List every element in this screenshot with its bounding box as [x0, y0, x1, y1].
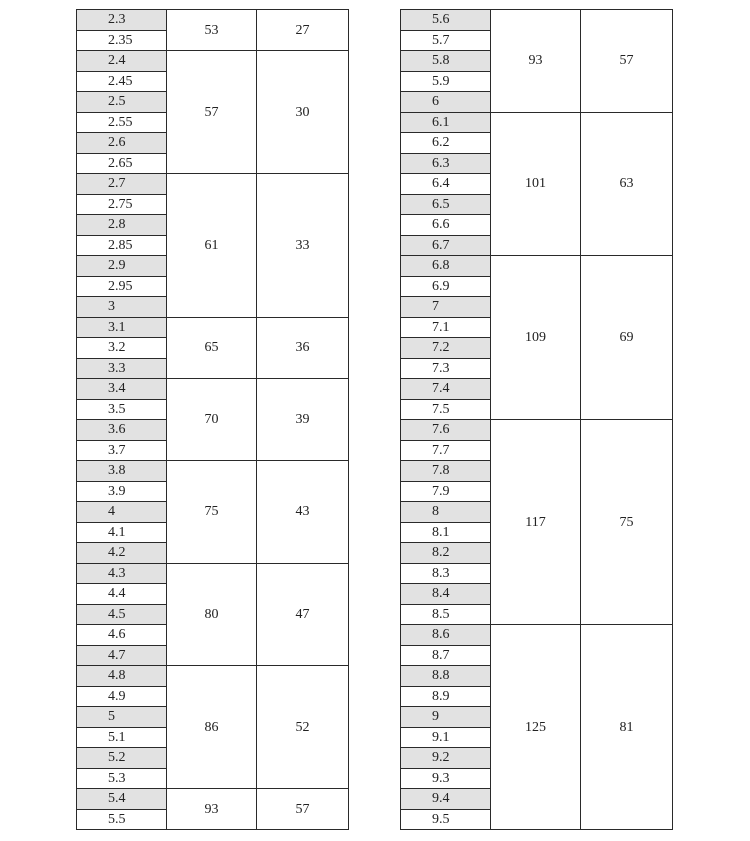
- value-cell: 5.5: [77, 809, 167, 830]
- value-cell: 5.4: [77, 789, 167, 810]
- table-row: [401, 625, 673, 646]
- value-cell: 7.6: [401, 420, 491, 441]
- value-cell: 8.4: [401, 584, 491, 605]
- value-cell: 5.3: [77, 768, 167, 789]
- value-cell: 2.55: [77, 112, 167, 133]
- value-cell: 6.3: [401, 153, 491, 174]
- value-cell: 9: [401, 707, 491, 728]
- value-cell: 9.2: [401, 748, 491, 769]
- value-cell: 3: [77, 297, 167, 318]
- value-cell: 6.1: [401, 112, 491, 133]
- group-col2-cell: 93: [491, 10, 581, 113]
- value-cell: 6.5: [401, 194, 491, 215]
- table-row: [401, 420, 673, 441]
- value-cell: 7.9: [401, 481, 491, 502]
- table-row: [77, 174, 349, 195]
- group-col2-cell: 125: [491, 625, 581, 830]
- group-col3-cell: 43: [257, 461, 349, 564]
- value-cell: 9.1: [401, 727, 491, 748]
- value-cell: 2.3: [77, 10, 167, 31]
- group-col3-cell: 81: [581, 625, 673, 830]
- value-cell: 5.9: [401, 71, 491, 92]
- table-row: [77, 51, 349, 72]
- value-cell: 2.95: [77, 276, 167, 297]
- value-cell: 8.7: [401, 645, 491, 666]
- table-row: [77, 563, 349, 584]
- table-row: [77, 317, 349, 338]
- value-cell: 8.9: [401, 686, 491, 707]
- value-cell: 4.1: [77, 522, 167, 543]
- value-cell: 6.9: [401, 276, 491, 297]
- value-cell: 5.7: [401, 30, 491, 51]
- value-cell: 3.6: [77, 420, 167, 441]
- value-cell: 4.6: [77, 625, 167, 646]
- value-cell: 6: [401, 92, 491, 113]
- value-cell: 7.1: [401, 317, 491, 338]
- table-row: [77, 10, 349, 31]
- group-col2-cell: 53: [167, 10, 257, 51]
- value-cell: 8.2: [401, 543, 491, 564]
- value-cell: 7.4: [401, 379, 491, 400]
- value-cell: 7.8: [401, 461, 491, 482]
- value-cell: 4.9: [77, 686, 167, 707]
- value-cell: 4.3: [77, 563, 167, 584]
- value-cell: 4.5: [77, 604, 167, 625]
- value-cell: 8: [401, 502, 491, 523]
- table-row: [401, 112, 673, 133]
- group-col2-cell: 93: [167, 789, 257, 830]
- value-cell: 9.3: [401, 768, 491, 789]
- value-cell: 9.4: [401, 789, 491, 810]
- group-col2-cell: 57: [167, 51, 257, 174]
- value-cell: 3.3: [77, 358, 167, 379]
- value-cell: 2.6: [77, 133, 167, 154]
- table-row: [401, 256, 673, 277]
- group-col3-cell: 52: [257, 666, 349, 789]
- value-cell: 3.2: [77, 338, 167, 359]
- table-row: [77, 666, 349, 687]
- group-col2-cell: 86: [167, 666, 257, 789]
- value-cell: 7.5: [401, 399, 491, 420]
- value-cell: 5.8: [401, 51, 491, 72]
- value-cell: 6.2: [401, 133, 491, 154]
- value-cell: 4.8: [77, 666, 167, 687]
- value-cell: 7: [401, 297, 491, 318]
- table-row: [401, 10, 673, 31]
- value-cell: 8.1: [401, 522, 491, 543]
- value-cell: 2.75: [77, 194, 167, 215]
- value-cell: 6.7: [401, 235, 491, 256]
- value-cell: 4.4: [77, 584, 167, 605]
- value-cell: 2.85: [77, 235, 167, 256]
- group-col3-cell: 75: [581, 420, 673, 625]
- value-cell: 3.1: [77, 317, 167, 338]
- group-col2-cell: 101: [491, 112, 581, 256]
- value-cell: 2.45: [77, 71, 167, 92]
- value-cell: 8.3: [401, 563, 491, 584]
- group-col3-cell: 39: [257, 379, 349, 461]
- value-cell: 5.2: [77, 748, 167, 769]
- table-row: [77, 789, 349, 810]
- value-cell: 8.8: [401, 666, 491, 687]
- group-col3-cell: 57: [581, 10, 673, 113]
- value-cell: 2.4: [77, 51, 167, 72]
- group-col2-cell: 70: [167, 379, 257, 461]
- right-table-body: [401, 10, 673, 830]
- group-col2-cell: 109: [491, 256, 581, 420]
- group-col3-cell: 47: [257, 563, 349, 666]
- value-cell: 5.6: [401, 10, 491, 31]
- group-col3-cell: 33: [257, 174, 349, 318]
- value-cell: 6.6: [401, 215, 491, 236]
- value-cell: 4.2: [77, 543, 167, 564]
- group-col2-cell: 80: [167, 563, 257, 666]
- group-col3-cell: 30: [257, 51, 349, 174]
- value-cell: 3.7: [77, 440, 167, 461]
- group-col2-cell: 65: [167, 317, 257, 379]
- value-cell: 8.5: [401, 604, 491, 625]
- value-cell: 3.9: [77, 481, 167, 502]
- group-col3-cell: 27: [257, 10, 349, 51]
- left-data-table: [76, 9, 349, 830]
- value-cell: 4: [77, 502, 167, 523]
- left-table-body: [77, 10, 349, 830]
- table-row: [77, 461, 349, 482]
- value-cell: 2.9: [77, 256, 167, 277]
- group-col2-cell: 117: [491, 420, 581, 625]
- group-col3-cell: 36: [257, 317, 349, 379]
- group-col2-cell: 61: [167, 174, 257, 318]
- value-cell: 7.2: [401, 338, 491, 359]
- value-cell: 3.4: [77, 379, 167, 400]
- group-col3-cell: 69: [581, 256, 673, 420]
- value-cell: 3.8: [77, 461, 167, 482]
- value-cell: 5.1: [77, 727, 167, 748]
- value-cell: 3.5: [77, 399, 167, 420]
- value-cell: 2.5: [77, 92, 167, 113]
- value-cell: 6.8: [401, 256, 491, 277]
- value-cell: 5: [77, 707, 167, 728]
- right-data-table: [400, 9, 673, 830]
- value-cell: 6.4: [401, 174, 491, 195]
- value-cell: 7.7: [401, 440, 491, 461]
- value-cell: 7.3: [401, 358, 491, 379]
- table-row: [77, 379, 349, 400]
- value-cell: 2.7: [77, 174, 167, 195]
- value-cell: 4.7: [77, 645, 167, 666]
- group-col3-cell: 57: [257, 789, 349, 830]
- value-cell: 2.65: [77, 153, 167, 174]
- value-cell: 8.6: [401, 625, 491, 646]
- group-col2-cell: 75: [167, 461, 257, 564]
- value-cell: 2.35: [77, 30, 167, 51]
- group-col3-cell: 63: [581, 112, 673, 256]
- value-cell: 9.5: [401, 809, 491, 830]
- value-cell: 2.8: [77, 215, 167, 236]
